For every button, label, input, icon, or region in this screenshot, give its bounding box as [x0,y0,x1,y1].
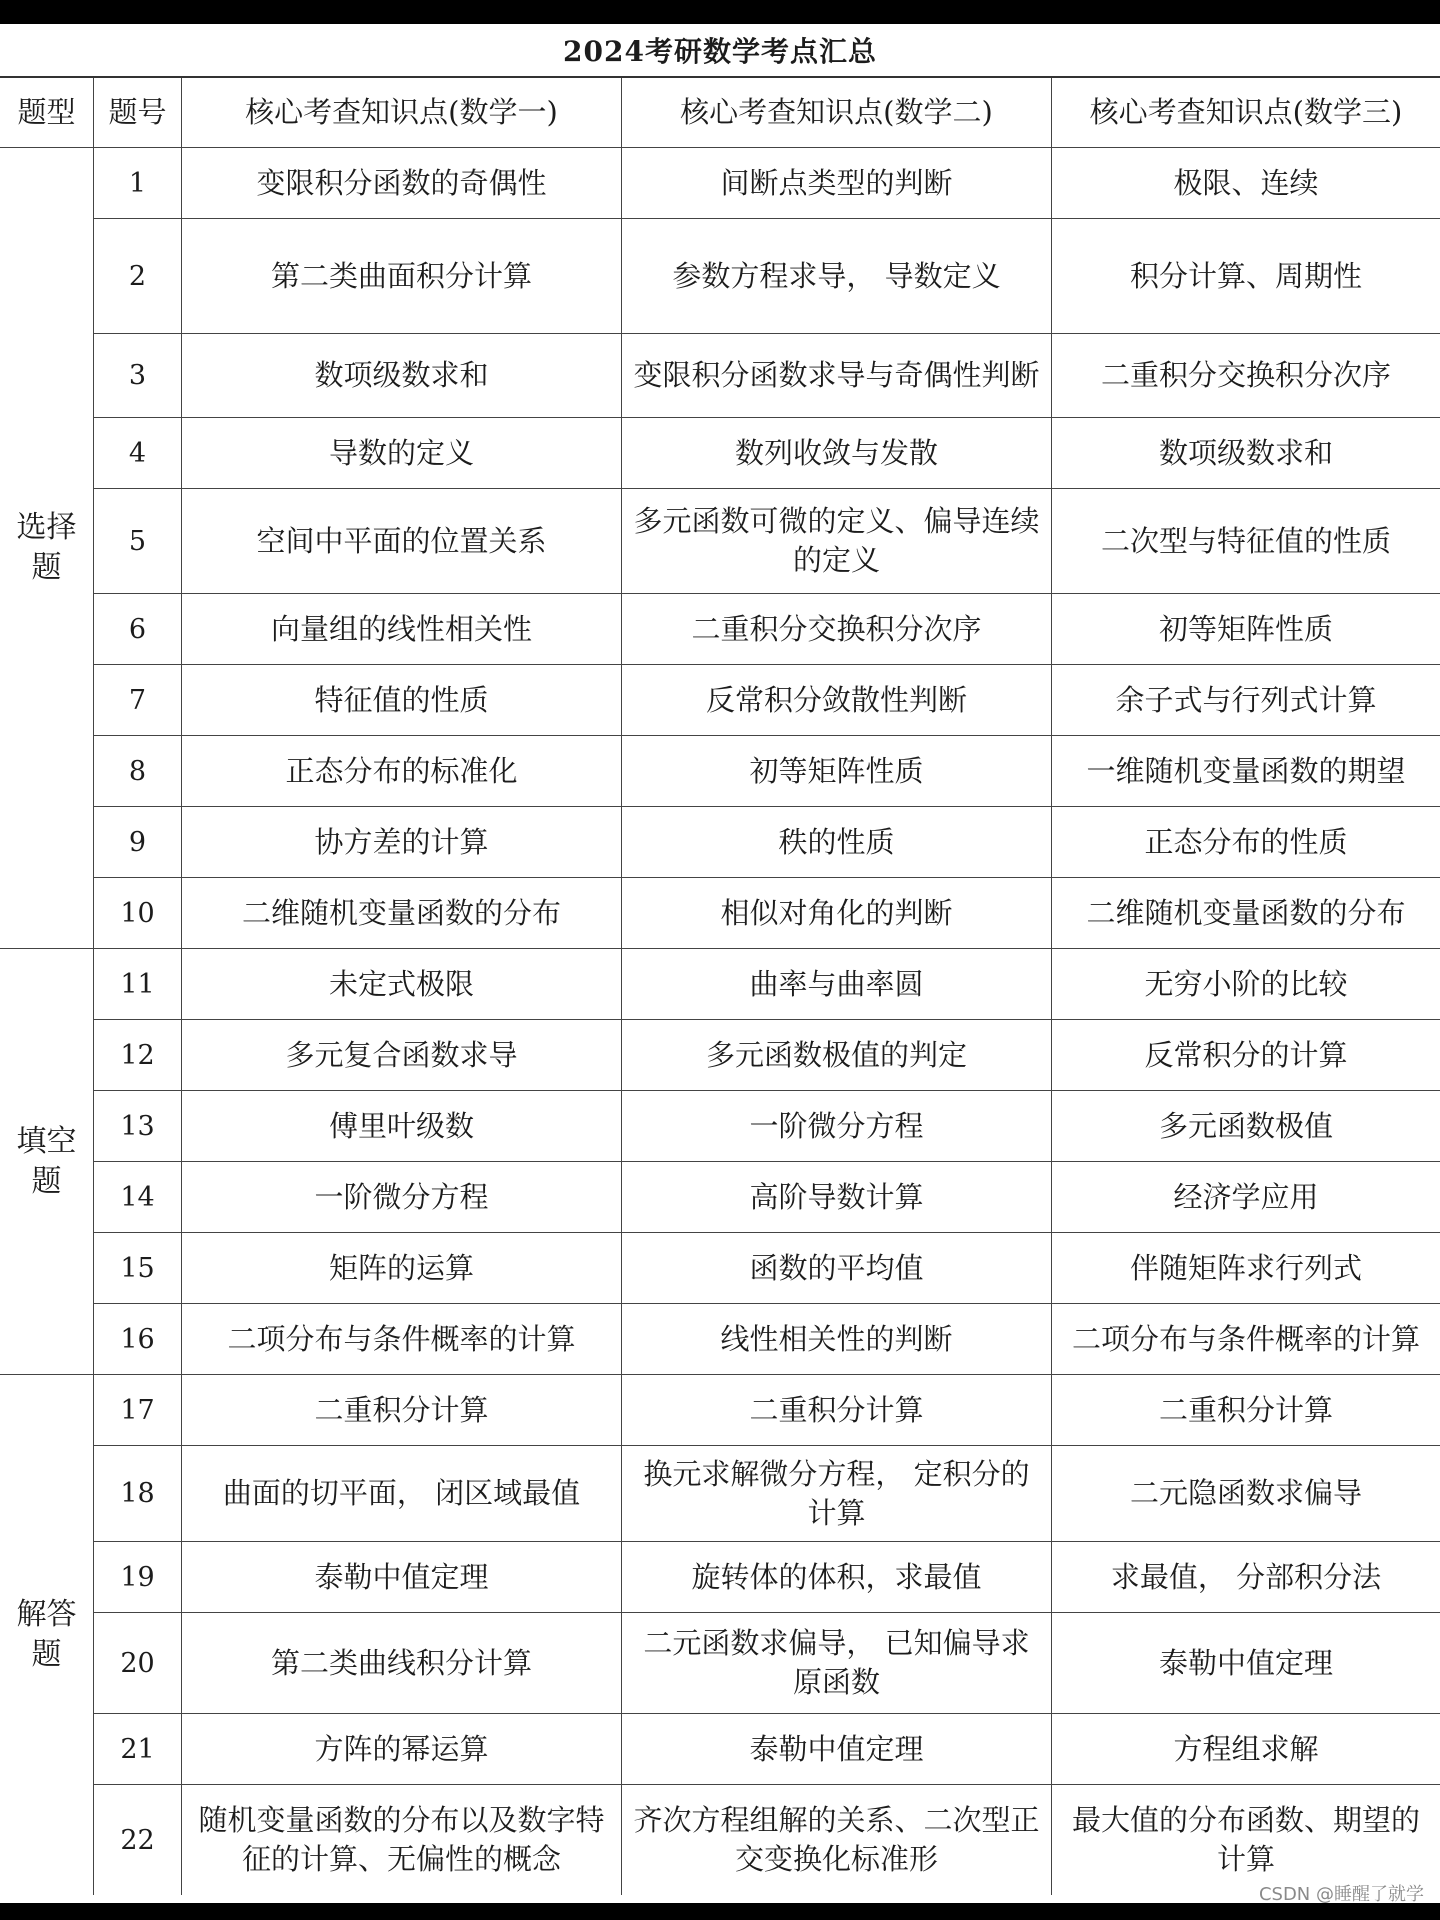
question-number: 3 [94,334,182,418]
header-type: 题型 [0,78,94,148]
question-number: 1 [94,148,182,219]
math3-topic: 无穷小阶的比较 [1052,949,1440,1020]
math2-topic: 二重积分计算 [622,1375,1052,1446]
question-number: 16 [94,1304,182,1375]
math3-topic: 正态分布的性质 [1052,807,1440,878]
math3-topic: 一维随机变量函数的期望 [1052,736,1440,807]
math3-topic: 二次型与特征值的性质 [1052,489,1440,594]
math1-topic: 二重积分计算 [182,1375,622,1446]
math3-topic: 多元函数极值 [1052,1091,1440,1162]
math3-topic: 二维随机变量函数的分布 [1052,878,1440,949]
question-number: 9 [94,807,182,878]
math1-topic: 泰勒中值定理 [182,1542,622,1613]
math2-topic: 旋转体的体积，求最值 [622,1542,1052,1613]
math3-topic: 经济学应用 [1052,1162,1440,1233]
math2-topic: 二元函数求偏导， 已知偏导求原函数 [622,1613,1052,1714]
math1-topic: 变限积分函数的奇偶性 [182,148,622,219]
math1-topic: 协方差的计算 [182,807,622,878]
question-number: 13 [94,1091,182,1162]
question-number: 21 [94,1714,182,1785]
question-number: 11 [94,949,182,1020]
math3-topic: 方程组求解 [1052,1714,1440,1785]
math3-topic: 反常积分的计算 [1052,1020,1440,1091]
question-number: 14 [94,1162,182,1233]
header-number: 题号 [94,78,182,148]
math3-topic: 伴随矩阵求行列式 [1052,1233,1440,1304]
question-number: 8 [94,736,182,807]
math2-topic: 齐次方程组解的关系、二次型正交变换化标准形 [622,1785,1052,1895]
math1-topic: 多元复合函数求导 [182,1020,622,1091]
table-title: 2024考研数学考点汇总 [563,35,877,68]
math1-topic: 傅里叶级数 [182,1091,622,1162]
question-number: 15 [94,1233,182,1304]
math1-topic: 空间中平面的位置关系 [182,489,622,594]
exam-topics-table [0,76,1440,1903]
section-fill: 填空题 [0,949,94,1375]
math2-topic: 反常积分敛散性判断 [622,665,1052,736]
math2-topic: 一阶微分方程 [622,1091,1052,1162]
math3-topic: 二重积分计算 [1052,1375,1440,1446]
math3-topic: 极限、连续 [1052,148,1440,219]
question-number: 10 [94,878,182,949]
math1-topic: 方阵的幂运算 [182,1714,622,1785]
header-math3: 核心考查知识点(数学三) [1052,78,1440,148]
math1-topic: 曲面的切平面， 闭区域最值 [182,1446,622,1542]
top-black-bar [0,0,1440,24]
math2-topic: 多元函数可微的定义、偏导连续的定义 [622,489,1052,594]
math3-topic: 数项级数求和 [1052,418,1440,489]
question-number: 2 [94,219,182,334]
question-number: 12 [94,1020,182,1091]
section-answer: 解答题 [0,1375,94,1895]
math2-topic: 多元函数极值的判定 [622,1020,1052,1091]
watermark: CSDN @睡醒了就学 [1258,1884,1424,1905]
math2-topic: 初等矩阵性质 [622,736,1052,807]
bottom-black-bar [0,1903,1440,1920]
question-number: 19 [94,1542,182,1613]
math2-topic: 曲率与曲率圆 [622,949,1052,1020]
math2-topic: 相似对角化的判断 [622,878,1052,949]
math3-topic: 最大值的分布函数、期望的计算 [1052,1785,1440,1895]
math1-topic: 第二类曲线积分计算 [182,1613,622,1714]
math1-topic: 未定式极限 [182,949,622,1020]
question-number: 6 [94,594,182,665]
math1-topic: 随机变量函数的分布以及数字特征的计算、无偏性的概念 [182,1785,622,1895]
math2-topic: 参数方程求导， 导数定义 [622,219,1052,334]
math2-topic: 函数的平均值 [622,1233,1052,1304]
math1-topic: 导数的定义 [182,418,622,489]
question-number: 22 [94,1785,182,1895]
question-number: 5 [94,489,182,594]
math3-topic: 求最值， 分部积分法 [1052,1542,1440,1613]
math2-topic: 间断点类型的判断 [622,148,1052,219]
question-number: 7 [94,665,182,736]
question-number: 4 [94,418,182,489]
math3-topic: 余子式与行列式计算 [1052,665,1440,736]
math1-topic: 二维随机变量函数的分布 [182,878,622,949]
math2-topic: 二重积分交换积分次序 [622,594,1052,665]
math3-topic: 泰勒中值定理 [1052,1613,1440,1714]
math2-topic: 泰勒中值定理 [622,1714,1052,1785]
math3-topic: 二重积分交换积分次序 [1052,334,1440,418]
math3-topic: 积分计算、周期性 [1052,219,1440,334]
math2-topic: 换元求解微分方程， 定积分的计算 [622,1446,1052,1542]
header-math1: 核心考查知识点(数学一) [182,78,622,148]
math3-topic: 初等矩阵性质 [1052,594,1440,665]
math2-topic: 高阶导数计算 [622,1162,1052,1233]
question-number: 18 [94,1446,182,1542]
math3-topic: 二元隐函数求偏导 [1052,1446,1440,1542]
math1-topic: 第二类曲面积分计算 [182,219,622,334]
math1-topic: 向量组的线性相关性 [182,594,622,665]
math1-topic: 一阶微分方程 [182,1162,622,1233]
math1-topic: 矩阵的运算 [182,1233,622,1304]
math3-topic: 二项分布与条件概率的计算 [1052,1304,1440,1375]
math1-topic: 正态分布的标准化 [182,736,622,807]
question-number: 20 [94,1613,182,1714]
math2-topic: 数列收敛与发散 [622,418,1052,489]
math2-topic: 变限积分函数求导与奇偶性判断 [622,334,1052,418]
math1-topic: 特征值的性质 [182,665,622,736]
math1-topic: 数项级数求和 [182,334,622,418]
math2-topic: 线性相关性的判断 [622,1304,1052,1375]
question-number: 17 [94,1375,182,1446]
header-math2: 核心考查知识点(数学二) [622,78,1052,148]
math1-topic: 二项分布与条件概率的计算 [182,1304,622,1375]
section-choice: 选择题 [0,148,94,949]
math2-topic: 秩的性质 [622,807,1052,878]
